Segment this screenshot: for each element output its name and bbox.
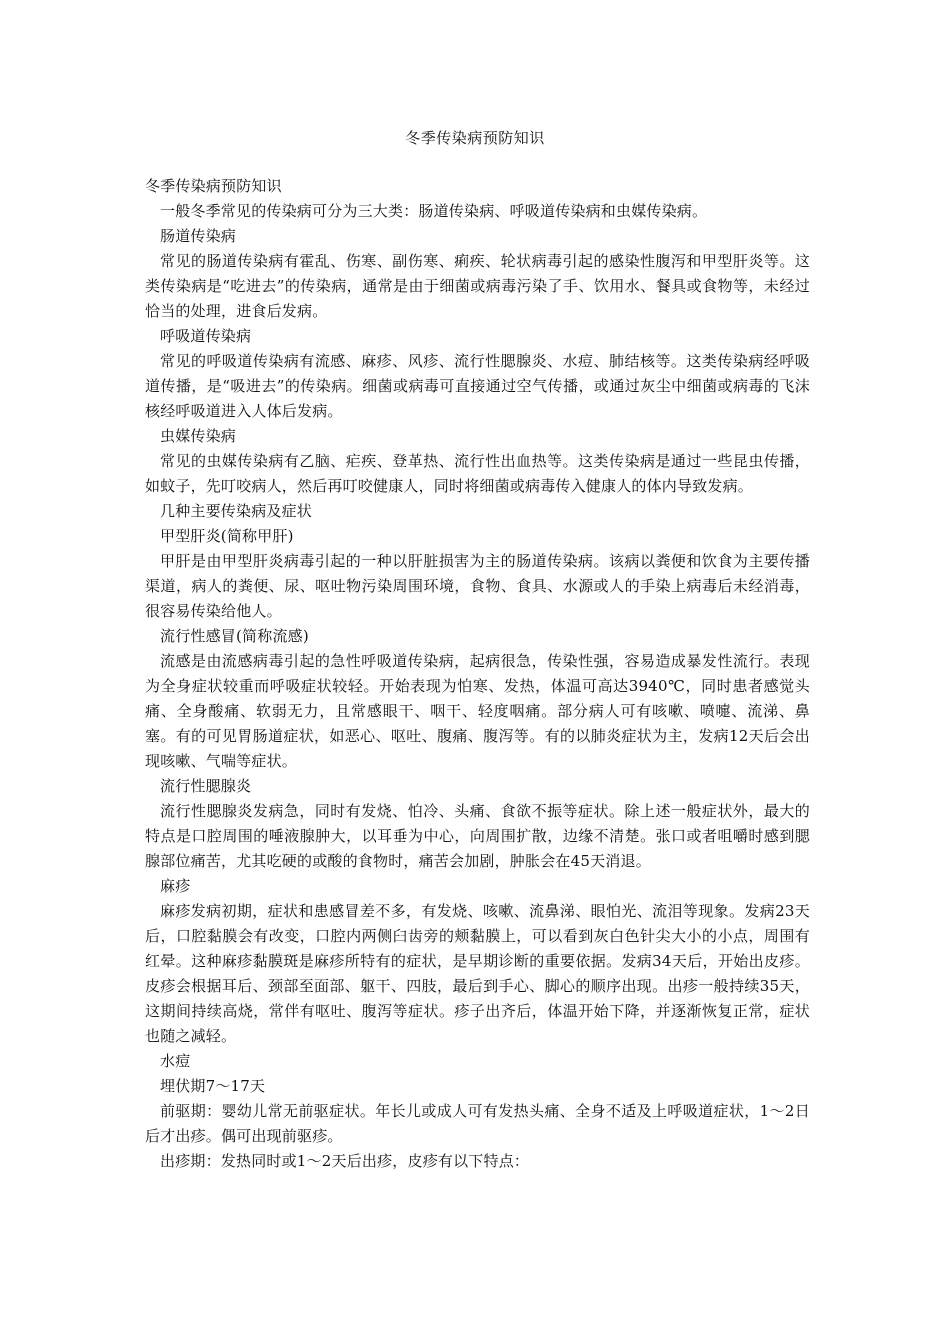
subsection-heading: 流行性感冒(简称流感): [160, 627, 309, 645]
paragraph: 常见的呼吸道传染病有流感、麻疹、风疹、流行性腮腺炎、水痘、肺结核等。这类传染病经呼吸道传播，是“吸进去”的传染病。细菌或病毒可直接通过空气传播，或通过灰尘中细菌或病毒的飞沫核经呼吸道进入人体后发病。: [145, 352, 810, 420]
paragraph: 流感是由流感病毒引起的急性呼吸道传染病，起病很急，传染性强，容易造成暴发性流行。表现为全身症状较重而呼吸症状较轻。开始表现为怕寒、发热，体温可高达3940℃，同时患者感觉头痛、全身酸痛、软弱无力，且常感眼干、咽干、轻度咽痛。部分病人可有咳嗽、喷嚏、流涕、鼻塞。有的可见胃肠道症状，如恶心、呕吐、腹痛、腹泻等。有的以肺炎症状为主，发病12天后会出现咳嗽、气喘等症状。: [145, 652, 810, 770]
paragraph: 常见的肠道传染病有霍乱、伤寒、副伤寒、痢疾、轮状病毒引起的感染性腹泻和甲型肝炎等。这类传染病是“吃进去”的传染病，通常是由于细菌或病毒污染了手、饮用水、餐具或食物等，未经过恰当的处理，进食后发病。: [145, 252, 810, 320]
paragraph: 前驱期：婴幼儿常无前驱症状。年长儿或成人可有发热头痛、全身不适及上呼吸道症状，1～2日后才出疹。偶可出现前驱疹。: [145, 1102, 810, 1145]
paragraph: 流行性腮腺炎发病急，同时有发烧、怕冷、头痛、食欲不振等症状。除上述一般症状外，最大的特点是口腔周围的唾液腺肿大，以耳垂为中心，向周围扩散，边缘不清楚。张口或者咀嚼时感到腮腺部位痛苦，尤其吃硬的或酸的食物时，痛苦会加剧，肿胀会在45天消退。: [145, 802, 810, 870]
section-heading: 肠道传染病: [160, 227, 237, 245]
subsection-heading: 流行性腮腺炎: [160, 777, 252, 795]
section-heading: 虫媒传染病: [160, 427, 237, 445]
section-heading: 冬季传染病预防知识: [145, 177, 282, 195]
paragraph: 甲肝是由甲型肝炎病毒引起的一种以肝脏损害为主的肠道传染病。该病以粪便和饮食为主要传播渠道，病人的粪便、尿、呕吐物污染周围环境，食物、食具、水源或人的手染上病毒后未经消毒，很容易传染给他人。: [145, 552, 810, 620]
document-title: 冬季传染病预防知识: [405, 129, 545, 147]
section-heading: 呼吸道传染病: [160, 327, 252, 345]
paragraph: 常见的虫媒传染病有乙脑、疟疾、登革热、流行性出血热等。这类传染病是通过一些昆虫传播，如蚊子，先叮咬病人，然后再叮咬健康人，同时将细菌或病毒传入健康人的体内导致发病。: [145, 452, 810, 495]
paragraph: 埋伏期7～17天: [160, 1077, 266, 1095]
paragraph: 一般冬季常见的传染病可分为三大类：肠道传染病、呼吸道传染病和虫媒传染病。: [160, 202, 708, 220]
subsection-heading: 水痘: [160, 1052, 191, 1070]
subsection-heading: 甲型肝炎(简称甲肝): [160, 527, 294, 545]
paragraph: 麻疹发病初期，症状和患感冒差不多，有发烧、咳嗽、流鼻涕、眼怕光、流泪等现象。发病23天后，口腔黏膜会有改变，口腔内两侧臼齿旁的颊黏膜上，可以看到灰白色针尖大小的小点，周围有红晕。这种麻疹黏膜斑是麻疹所特有的症状，是早期诊断的重要依据。发病34天后，开始出皮疹。皮疹会根据耳后、颈部至面部、躯干、四肢，最后到手心、脚心的顺序出现。出疹一般持续35天，这期间持续高烧，常伴有呕吐、腹泻等症状。疹子出齐后，体温开始下降，并逐渐恢复正常，症状也随之减轻。: [145, 902, 810, 1045]
paragraph: 出疹期：发热同时或1～2天后出疹，皮疹有以下特点：: [160, 1152, 530, 1170]
document-body: [145, 174, 810, 1174]
section-heading: 几种主要传染病及症状: [160, 502, 313, 520]
subsection-heading: 麻疹: [160, 877, 191, 895]
